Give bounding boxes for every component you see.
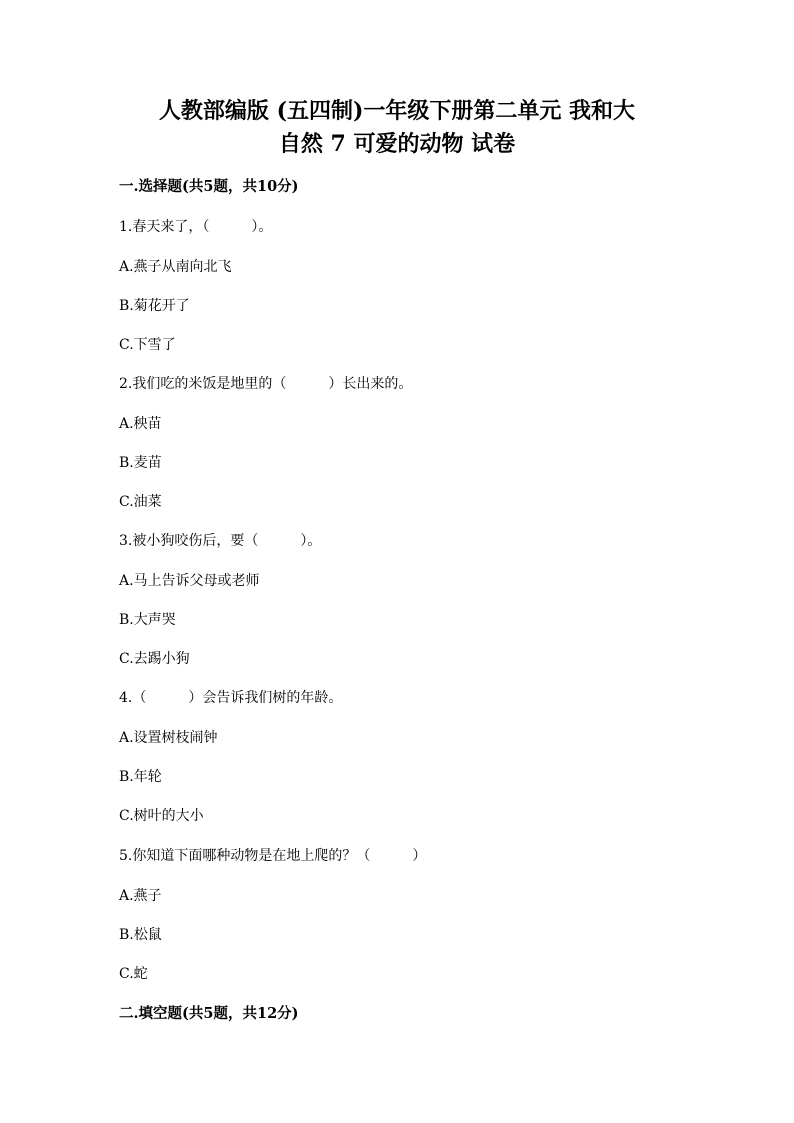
exam-title-line1: 人教部编版 (五四制)一年级下册第二单元 我和大 xyxy=(158,98,636,124)
question-1-option-b[interactable]: B.菊花开了 xyxy=(119,298,190,314)
section-heading-choice: 一.选择题(共5题，共10分) xyxy=(119,178,299,195)
question-5-option-a[interactable]: A.燕子 xyxy=(119,888,162,904)
section-heading-fill-in: 二.填空题(共5题，共12分) xyxy=(119,1005,299,1022)
question-3-stem: 3.被小狗咬伤后，要（ ）。 xyxy=(119,533,322,549)
question-3-option-c[interactable]: C.去踢小狗 xyxy=(119,651,190,667)
question-1-stem: 1.春天来了，（ ）。 xyxy=(119,219,273,235)
question-5-option-c[interactable]: C.蛇 xyxy=(119,966,148,982)
question-3-option-a[interactable]: A.马上告诉父母或老师 xyxy=(119,573,260,589)
question-2-option-a[interactable]: A.秧苗 xyxy=(119,416,162,432)
question-2-option-b[interactable]: B.麦苗 xyxy=(119,455,162,471)
question-2-option-c[interactable]: C.油菜 xyxy=(119,494,162,510)
question-3-option-b[interactable]: B.大声哭 xyxy=(119,612,176,628)
question-1-option-a[interactable]: A.燕子从南向北飞 xyxy=(119,259,232,275)
question-5-stem: 5.你知道下面哪种动物是在地上爬的？（ ） xyxy=(119,848,427,864)
question-5-option-b[interactable]: B.松鼠 xyxy=(119,927,162,943)
question-4-option-b[interactable]: B.年轮 xyxy=(119,769,162,785)
exam-title-line2: 自然 7 可爱的动物 试卷 xyxy=(278,131,516,157)
question-4-option-a[interactable]: A.设置树枝闹钟 xyxy=(119,730,218,746)
question-2-stem: 2.我们吃的米饭是地里的（ ）长出来的。 xyxy=(119,376,413,392)
question-4-option-c[interactable]: C.树叶的大小 xyxy=(119,808,204,824)
question-4-stem: 4.（ ）会告诉我们树的年龄。 xyxy=(119,690,343,706)
question-1-option-c[interactable]: C.下雪了 xyxy=(119,337,176,353)
